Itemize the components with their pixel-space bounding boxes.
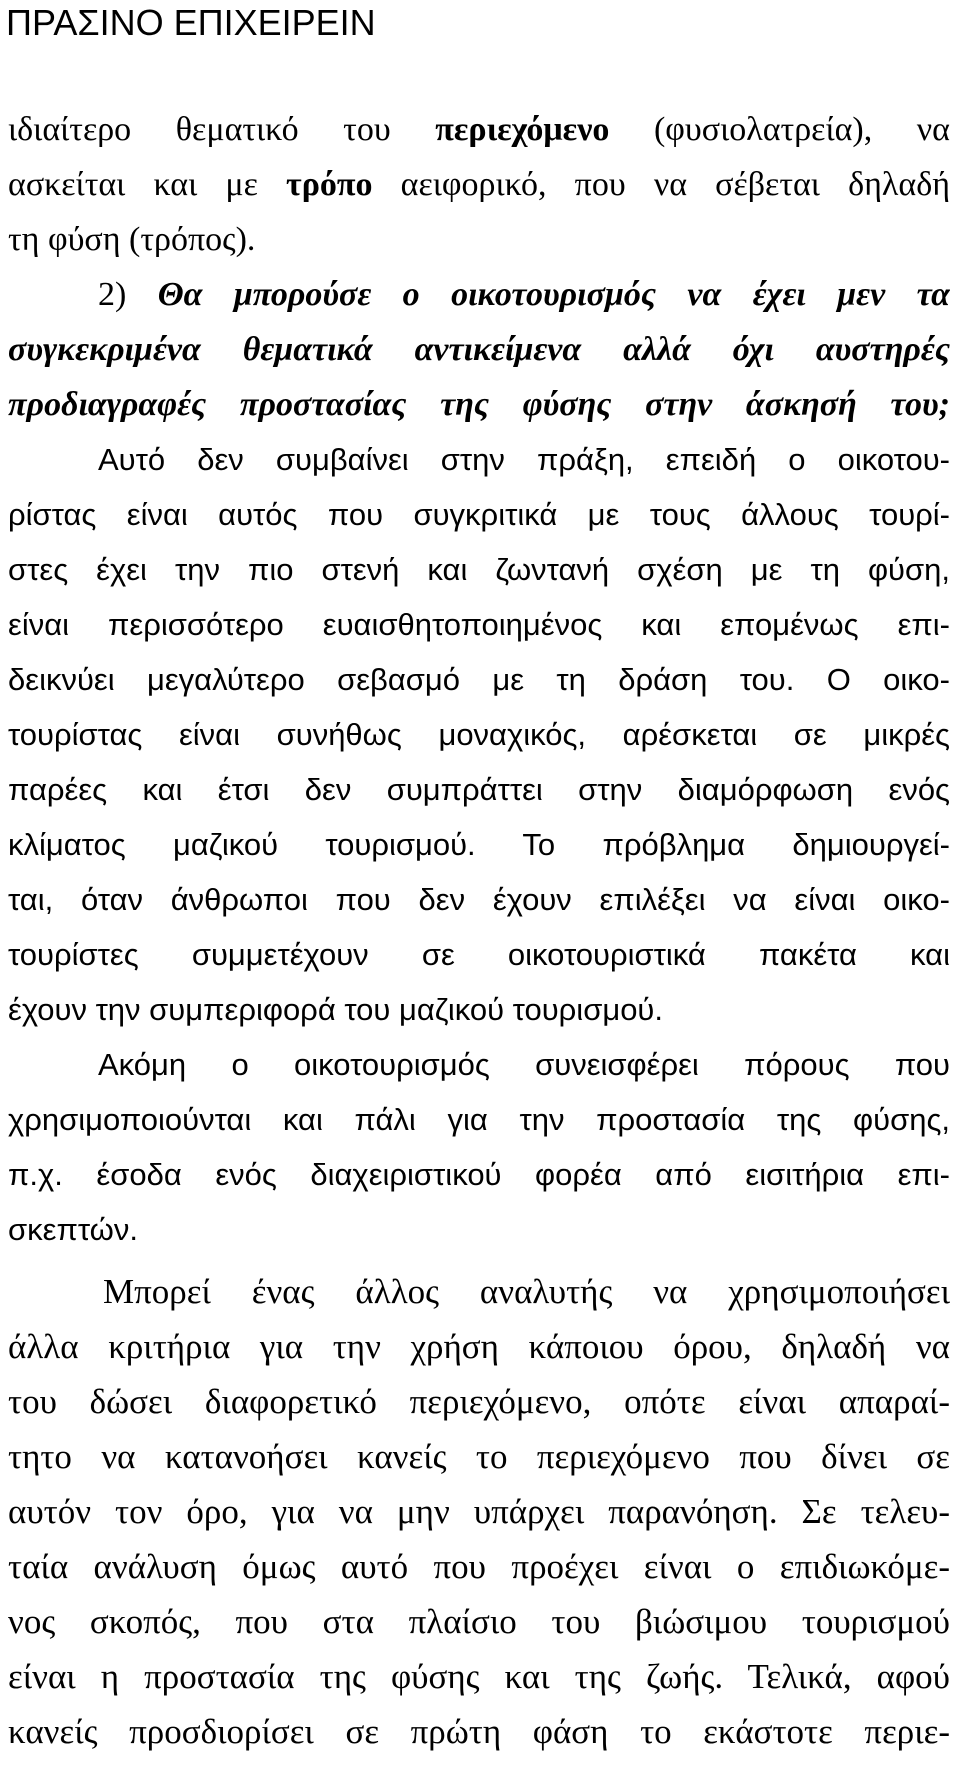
text-line [8, 267, 950, 322]
text-line: τουρίστες συμμετέχουν σε οικοτουριστικά πακέτα και [8, 937, 950, 972]
text-run: ασκείται και με [8, 166, 287, 203]
text-line: Ακόμη ο οικοτουρισμός συνεισφέρει πόρους που [98, 1047, 950, 1082]
text-line [8, 102, 950, 157]
text-line: είναι περισσότερο ευαισθητοποιημένος και επομένως επι- [8, 607, 950, 642]
question-text: Θα μπορούσε ο οικοτουρισμός να έχει μεν τα [157, 276, 950, 313]
text-line [8, 377, 950, 432]
text-line: σκεπτών. [8, 1212, 138, 1247]
text-line: νος σκοπός, που στα πλαίσιο του βιώσιμου τουρισμού [8, 1602, 950, 1641]
text-line: κανείς προσδιορίσει σε πρώτη φάση το εκάστοτε περιε- [8, 1712, 950, 1751]
text-line: τουρίστας είναι συνήθως μοναχικός, αρέσκεται σε μικρές [8, 717, 950, 752]
text-line: π.χ. έσοδα ενός διαχειριστικού φορέα από εισιτήρια επι- [8, 1157, 950, 1192]
question-text: συγκεκριμένα θεματικά αντικείμενα αλλά όχι αυστηρές [8, 331, 950, 368]
text-line: του δώσει διαφορετικό περιεχόμενο, οπότε είναι απαραί- [8, 1382, 950, 1421]
text-line [8, 322, 950, 377]
text-line: δεικνύει μεγαλύτερο σεβασμό με τη δράση του. Ο οικο- [8, 662, 950, 697]
text-line: Αυτό δεν συμβαίνει στην πράξη, επειδή ο οικοτου- [98, 442, 950, 477]
text-line [8, 212, 950, 267]
text-line: παρέες και έτσι δεν συμπράττει στην διαμόρφωση ενός [8, 772, 950, 807]
text-run: (φυσιολατρεία), να [609, 111, 950, 148]
text-line: στες έχει την πιο στενή και ζωντανή σχέση με τη φύση, [8, 552, 950, 587]
item-number: 2) [98, 276, 158, 313]
text-run: τη φύση (τρόπος). [8, 221, 256, 258]
text-line: αυτόν τον όρο, για να μην υπάρχει παρανόηση. Σε τελευ- [8, 1492, 950, 1531]
text-line: ταία ανάλυση όμως αυτό που προέχει είναι ο επιδιωκόμε- [8, 1547, 950, 1586]
text-line: ται, όταν άνθρωποι που δεν έχουν επιλέξει να είναι οικο- [8, 882, 950, 917]
text-line: ρίστας είναι αυτός που συγκριτικά με τους άλλους τουρί- [8, 497, 950, 532]
text-line: τητο να κατανοήσει κανείς το περιεχόμενο που δίνει σε [8, 1437, 950, 1476]
question-text: προδιαγραφές προστασίας της φύσης στην άσκησή του; [8, 386, 950, 423]
text-line [8, 157, 950, 212]
text-line: έχουν την συμπεριφορά του μαζικού τουρισμού. [8, 992, 663, 1027]
bold-term: τρόπο [286, 166, 373, 203]
text-run: ιδιαίτερο θεματικό του [8, 111, 436, 148]
bold-term: περιεχόμενο [435, 111, 610, 148]
text-line: Μπορεί ένας άλλος αναλυτής να χρησιμοποιήσει [103, 1272, 950, 1311]
running-head-title: ΠΡΑΣΙΝΟ ΕΠΙΧΕΙΡΕΙΝ [6, 2, 376, 43]
text-line: κλίματος μαζικού τουρισμού. Το πρόβλημα δημιουργεί- [8, 827, 950, 862]
text-run: αειφορικό, που να σέβεται δηλαδή [372, 166, 950, 203]
text-line: είναι η προστασία της φύσης και της ζωής. Τελικά, αφού [8, 1657, 950, 1696]
text-line: άλλα κριτήρια για την χρήση κάποιου όρου, δηλαδή να [8, 1327, 950, 1366]
text-line: χρησιμοποιούνται και πάλι για την προστασία της φύσης, [8, 1102, 950, 1137]
